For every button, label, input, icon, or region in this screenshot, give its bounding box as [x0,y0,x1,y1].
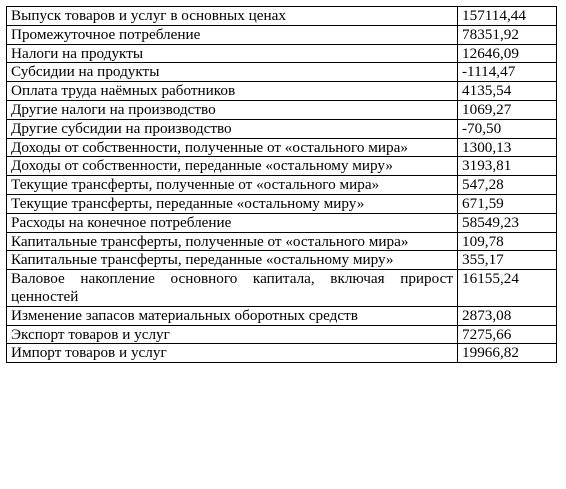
indicator-value: 58549,23 [458,213,557,232]
table-row [7,194,557,213]
indicator-value: 3193,81 [458,157,557,176]
indicator-value: 1069,27 [458,100,557,119]
indicator-label: Импорт товаров и услуг [7,344,458,363]
indicator-label: Текущие трансферты, переданные «остальному миру» [7,194,458,213]
indicator-value: 157114,44 [458,7,557,26]
indicator-value: -70,50 [458,119,557,138]
indicator-value: 547,28 [458,176,557,195]
indicator-value: 12646,09 [458,44,557,63]
indicators-table [6,6,557,363]
table-row [7,44,557,63]
table-row [7,344,557,363]
indicator-value: 16155,24 [458,270,557,307]
table-row [7,270,557,307]
indicator-value: 1300,13 [458,138,557,157]
indicator-label: Экспорт товаров и услуг [7,325,458,344]
indicator-label: Налоги на продукты [7,44,458,63]
table-row [7,63,557,82]
indicator-label: Доходы от собственности, полученные от «остального мира» [7,138,458,157]
table-row [7,251,557,270]
indicator-label: Изменение запасов материальных оборотных средств [7,306,458,325]
indicator-label: Доходы от собственности, переданные «остальному миру» [7,157,458,176]
indicator-value: 78351,92 [458,25,557,44]
indicator-label: Капитальные трансферты, полученные от «остального мира» [7,232,458,251]
indicator-value: 355,17 [458,251,557,270]
table-row [7,82,557,101]
table-row [7,138,557,157]
indicator-label: Валовое накопление основного капитала, включая прирост ценностей [7,270,458,307]
indicator-value: 109,78 [458,232,557,251]
table-row [7,232,557,251]
indicator-label: Другие субсидии на производство [7,119,458,138]
table-row [7,176,557,195]
indicator-value: 2873,08 [458,306,557,325]
table-row [7,213,557,232]
indicator-value: 7275,66 [458,325,557,344]
table-row [7,306,557,325]
table-row [7,100,557,119]
indicator-value: 671,59 [458,194,557,213]
table-row [7,25,557,44]
indicator-value: 4135,54 [458,82,557,101]
indicator-label: Расходы на конечное потребление [7,213,458,232]
indicator-label: Промежуточное потребление [7,25,458,44]
indicator-value: -1114,47 [458,63,557,82]
indicator-label: Оплата труда наёмных работников [7,82,458,101]
table-row [7,157,557,176]
table-row [7,7,557,26]
table-row [7,325,557,344]
indicator-label: Субсидии на продукты [7,63,458,82]
indicator-label: Другие налоги на производство [7,100,458,119]
table-row [7,119,557,138]
indicator-value: 19966,82 [458,344,557,363]
indicator-label: Текущие трансферты, полученные от «остального мира» [7,176,458,195]
indicator-label: Капитальные трансферты, переданные «остальному миру» [7,251,458,270]
indicator-label: Выпуск товаров и услуг в основных ценах [7,7,458,26]
indicators-table-body [7,7,557,363]
